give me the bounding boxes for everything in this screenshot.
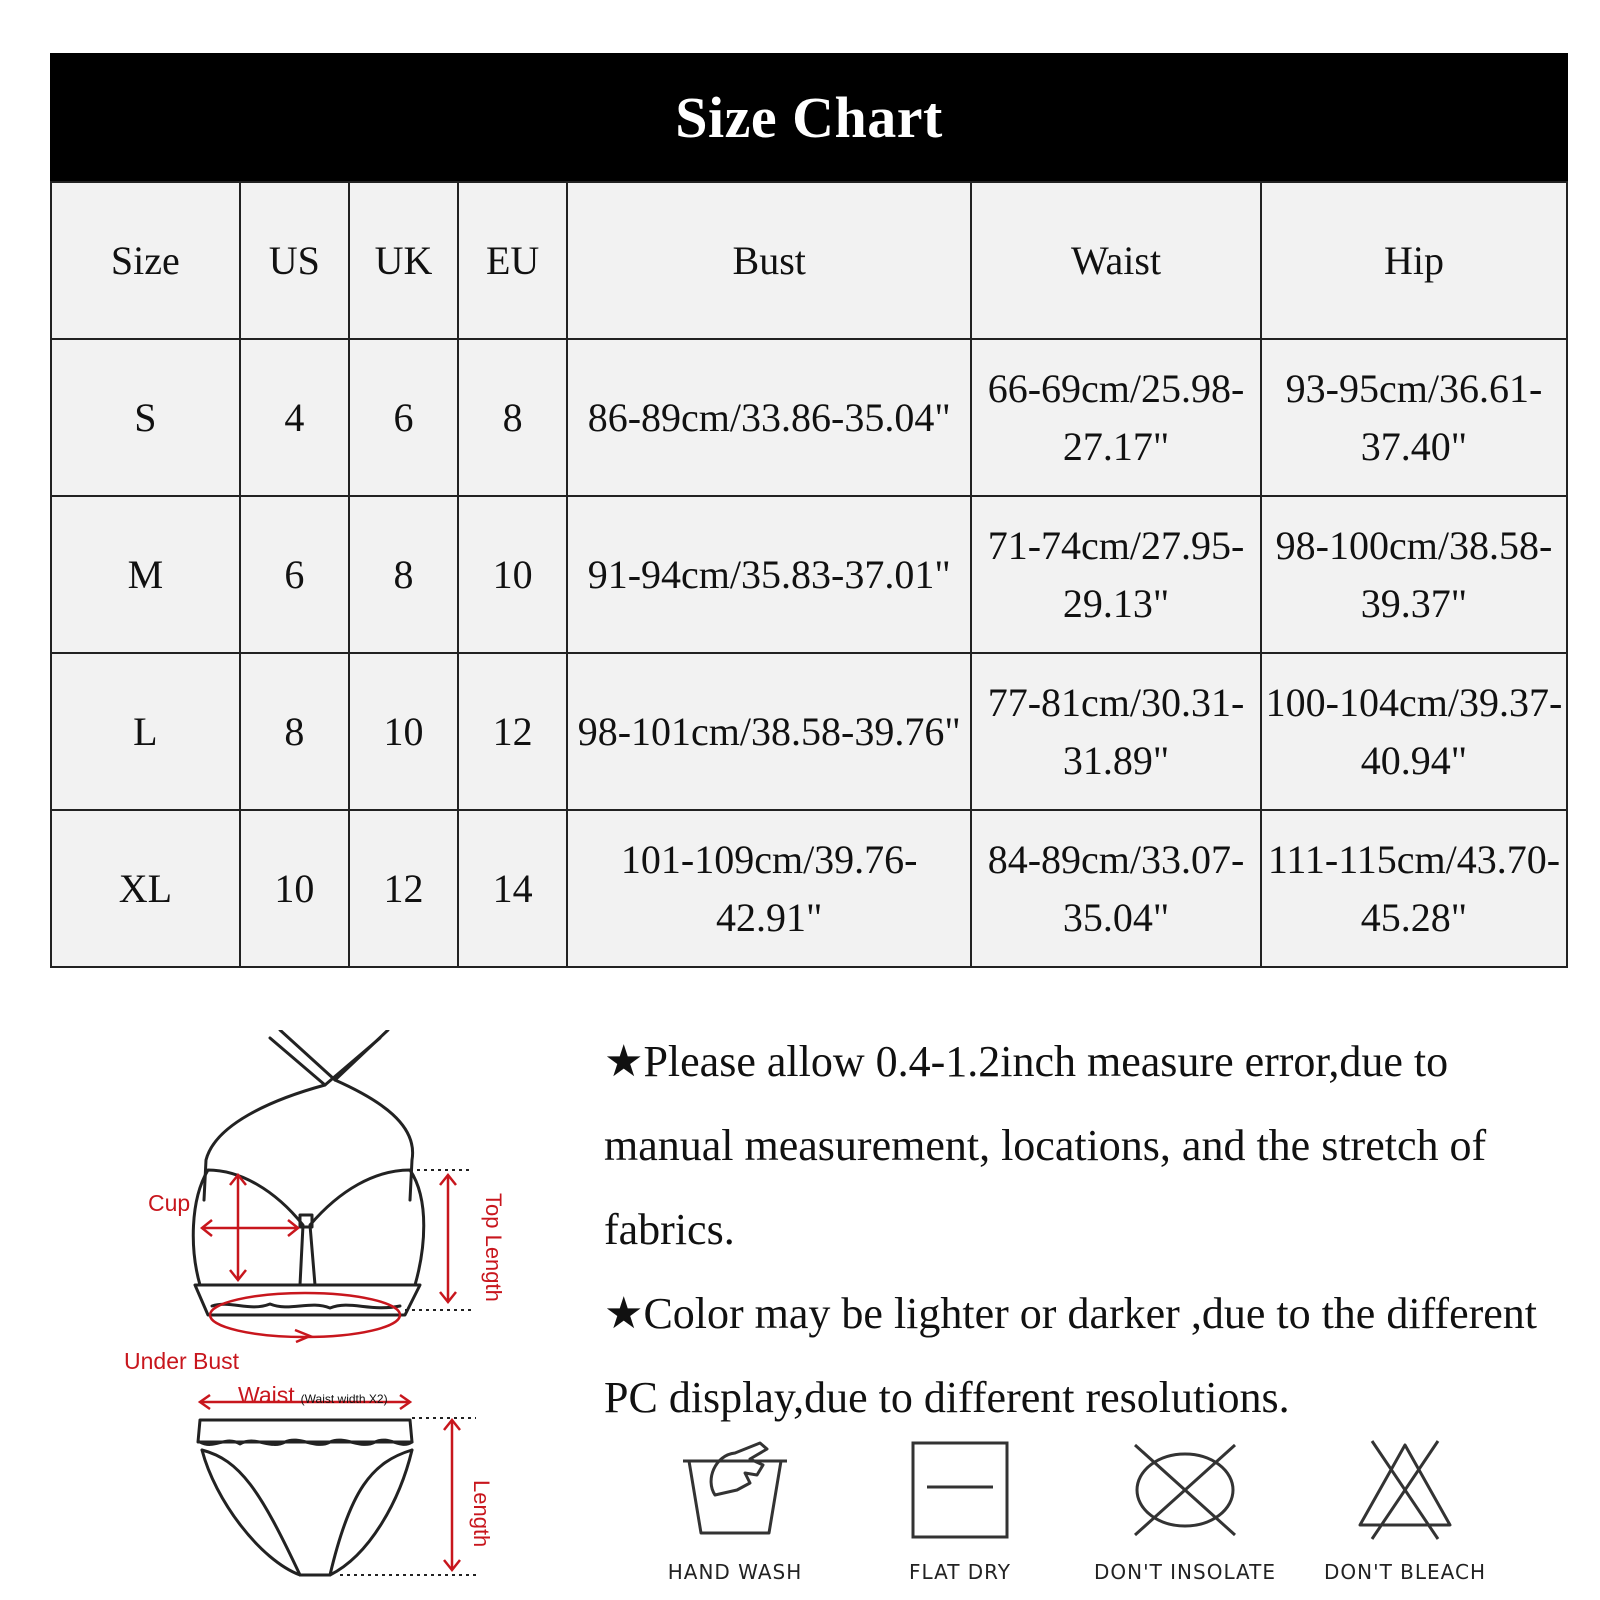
cell-waist: 71-74cm/27.95-29.13" bbox=[971, 496, 1261, 653]
length-label: Length bbox=[469, 1480, 494, 1548]
top-length-label: Top Length bbox=[481, 1193, 506, 1302]
dont-insolate-label: DON'T INSOLATE bbox=[1093, 1560, 1277, 1584]
note-color: ★Color may be lighter or darker ,due to the different PC display,due to different resolutions. bbox=[604, 1289, 1538, 1422]
cell-bust: 101-109cm/39.76-42.91" bbox=[567, 810, 971, 967]
waist-label bbox=[238, 1382, 388, 1409]
waist-note: (Waist width X2) bbox=[300, 1392, 388, 1406]
cell-size: M bbox=[51, 496, 240, 653]
cell-size: S bbox=[51, 339, 240, 496]
table-row bbox=[51, 339, 1567, 496]
waist-label-text: Waist bbox=[238, 1382, 295, 1408]
cell-us: 8 bbox=[240, 653, 349, 810]
dont-bleach-label: DON'T BLEACH bbox=[1323, 1560, 1486, 1584]
size-chart-title: Size Chart bbox=[50, 53, 1568, 181]
table-row bbox=[51, 496, 1567, 653]
cell-eu: 12 bbox=[458, 653, 567, 810]
cell-bust: 86-89cm/33.86-35.04" bbox=[567, 339, 971, 496]
hand-wash-icon bbox=[675, 1435, 795, 1545]
flat-dry-label: FLAT DRY bbox=[908, 1560, 1012, 1584]
cell-bust: 98-101cm/38.58-39.76" bbox=[567, 653, 971, 810]
cell-us: 10 bbox=[240, 810, 349, 967]
note-measure-error: ★Please allow 0.4-1.2inch measure error,due to manual measurement, locations, and the stretch of fabrics. bbox=[604, 1037, 1487, 1254]
cell-uk: 12 bbox=[349, 810, 458, 967]
cell-size: XL bbox=[51, 810, 240, 967]
cell-hip: 93-95cm/36.61-37.40" bbox=[1261, 339, 1567, 496]
header-uk: UK bbox=[349, 182, 458, 339]
cell-eu: 10 bbox=[458, 496, 567, 653]
care-hand-wash bbox=[635, 1435, 835, 1595]
cell-bust: 91-94cm/35.83-37.01" bbox=[567, 496, 971, 653]
header-waist: Waist bbox=[971, 182, 1261, 339]
table-row bbox=[51, 810, 1567, 967]
cell-size: L bbox=[51, 653, 240, 810]
cell-waist: 66-69cm/25.98-27.17" bbox=[971, 339, 1261, 496]
measurement-diagram bbox=[100, 1030, 560, 1600]
cell-uk: 10 bbox=[349, 653, 458, 810]
cell-hip: 111-115cm/43.70-45.28" bbox=[1261, 810, 1567, 967]
care-dont-bleach bbox=[1305, 1435, 1505, 1595]
flat-dry-icon bbox=[905, 1435, 1015, 1545]
cell-waist: 77-81cm/30.31-31.89" bbox=[971, 653, 1261, 810]
cell-eu: 14 bbox=[458, 810, 567, 967]
header-size: Size bbox=[51, 182, 240, 339]
cell-us: 4 bbox=[240, 339, 349, 496]
dont-bleach-icon bbox=[1350, 1435, 1460, 1545]
hand-wash-label: HAND WASH bbox=[667, 1560, 803, 1584]
cell-uk: 6 bbox=[349, 339, 458, 496]
header-us: US bbox=[240, 182, 349, 339]
cell-us: 6 bbox=[240, 496, 349, 653]
table-header-row bbox=[51, 182, 1567, 339]
notes bbox=[604, 1020, 1584, 1440]
cell-hip: 100-104cm/39.37-40.94" bbox=[1261, 653, 1567, 810]
care-flat-dry bbox=[860, 1435, 1060, 1595]
under-bust-label: Under Bust bbox=[124, 1348, 240, 1374]
table-row bbox=[51, 653, 1567, 810]
size-table bbox=[50, 181, 1568, 968]
care-dont-insolate bbox=[1085, 1435, 1285, 1595]
cell-uk: 8 bbox=[349, 496, 458, 653]
cell-eu: 8 bbox=[458, 339, 567, 496]
header-eu: EU bbox=[458, 182, 567, 339]
dont-insolate-icon bbox=[1125, 1435, 1245, 1545]
header-bust: Bust bbox=[567, 182, 971, 339]
cup-label: Cup bbox=[148, 1190, 191, 1216]
header-hip: Hip bbox=[1261, 182, 1567, 339]
cell-hip: 98-100cm/38.58-39.37" bbox=[1261, 496, 1567, 653]
cell-waist: 84-89cm/33.07-35.04" bbox=[971, 810, 1261, 967]
